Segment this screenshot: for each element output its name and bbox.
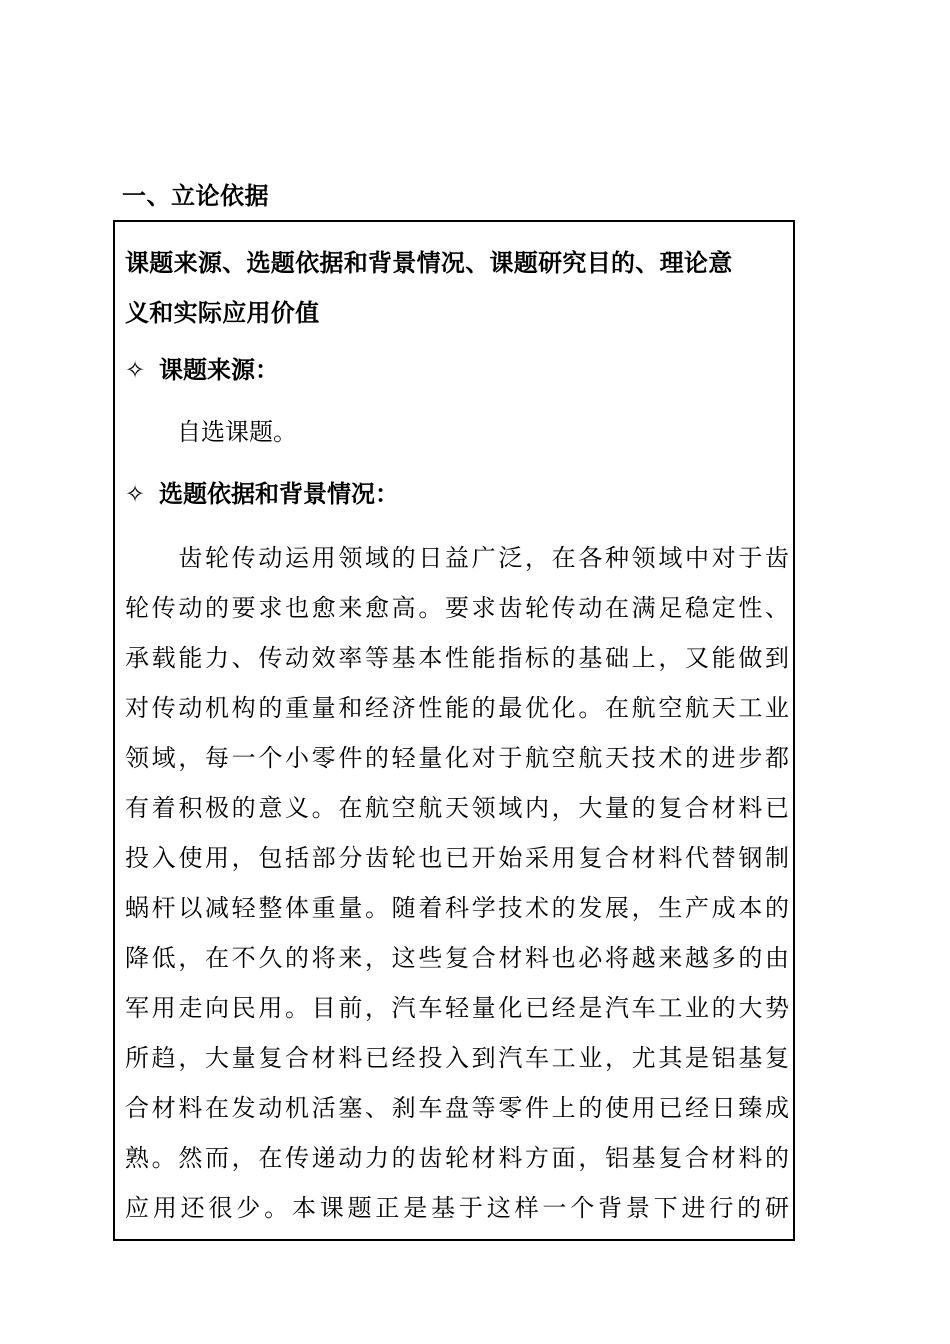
paragraph-line: 军用走向民用。目前，汽车轻量化已经是汽车工业的大势 bbox=[125, 994, 789, 1022]
paragraph-line: 合材料在发动机活塞、刹车盘等零件上的使用已经日臻成 bbox=[125, 1094, 789, 1122]
paragraph-line: 对传动机构的重量和经济性能的最优化。在航空航天工业 bbox=[125, 694, 789, 722]
paragraph-line: 齿轮传动运用领域的日益广泛，在各种领域中对于齿 bbox=[125, 544, 789, 572]
source-text: 自选课题。 bbox=[177, 418, 297, 446]
diamond-bullet-icon: ✧ bbox=[125, 356, 146, 384]
paragraph-line: 熟。然而，在传递动力的齿轮材料方面，铝基复合材料的 bbox=[125, 1144, 789, 1172]
source-label: 课题来源： bbox=[159, 356, 279, 384]
diamond-bullet-icon: ✧ bbox=[125, 480, 146, 508]
paragraph-line: 所趋，大量复合材料已经投入到汽车工业，尤其是铝基复 bbox=[125, 1044, 789, 1072]
paragraph-line: 轮传动的要求也愈来愈高。要求齿轮传动在满足稳定性、 bbox=[125, 594, 789, 622]
box-heading-line-1: 课题来源、选题依据和背景情况、课题研究目的、理论意 bbox=[125, 249, 733, 277]
paragraph-line: 有着积极的意义。在航空航天领域内，大量的复合材料已 bbox=[125, 794, 789, 822]
paragraph-line: 领域，每一个小零件的轻量化对于航空航天技术的进步都 bbox=[125, 744, 789, 772]
basis-label: 选题依据和背景情况： bbox=[159, 480, 399, 508]
source-subheading bbox=[125, 350, 279, 390]
section-title: 一、立论依据 bbox=[122, 182, 269, 210]
box-heading bbox=[125, 238, 789, 338]
box-heading-line-2: 义和实际应用价值 bbox=[125, 299, 320, 327]
basis-subheading bbox=[125, 474, 399, 514]
paragraph-line: 承载能力、传动效率等基本性能指标的基础上，又能做到 bbox=[125, 644, 789, 672]
paragraph-line: 降低，在不久的将来，这些复合材料也必将越来越多的由 bbox=[125, 944, 789, 972]
paragraph-line: 投入使用，包括部分齿轮也已开始采用复合材料代替钢制 bbox=[125, 844, 789, 872]
background-paragraph bbox=[125, 533, 789, 1233]
content-box bbox=[113, 220, 795, 1241]
paragraph-line: 蜗杆以减轻整体重量。随着科学技术的发展，生产成本的 bbox=[125, 894, 789, 922]
paragraph-line: 应用还很少。本课题正是基于这样一个背景下进行的研 bbox=[125, 1194, 789, 1222]
